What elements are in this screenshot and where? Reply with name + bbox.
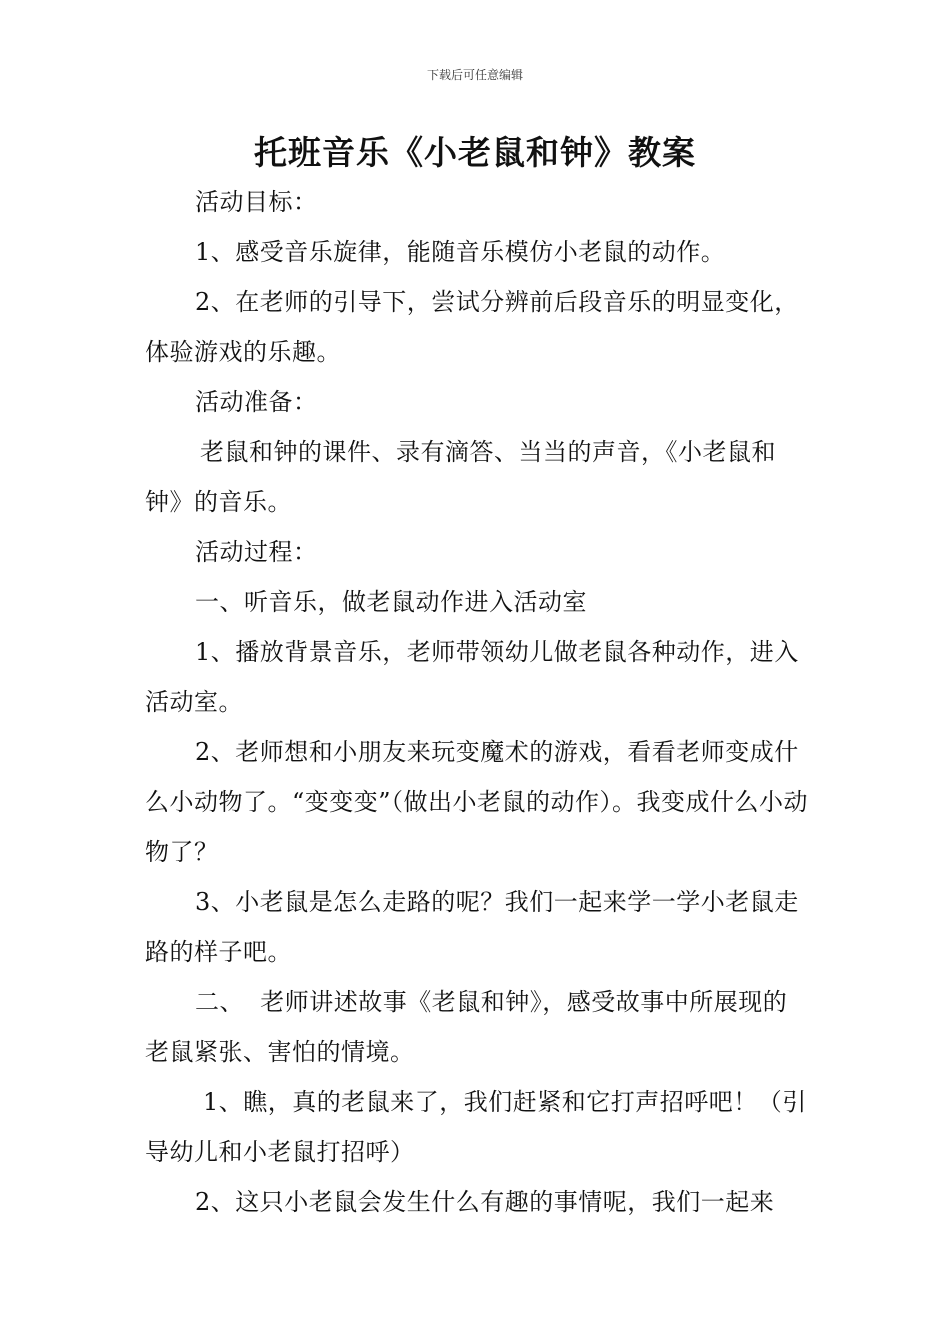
- paragraph-prep-heading: 活动准备：: [195, 388, 318, 416]
- paragraph-prep-content: 老鼠和钟的课件、录有滴答、当当的声音，《小老鼠和钟》的音乐。: [145, 438, 776, 516]
- document-title: 托班音乐《小老鼠和钟》教案: [254, 133, 696, 172]
- paragraph-goal-2: 2、在老师的引导下，尝试分辨前后段音乐的明显变化，体验游戏的乐趣。: [145, 288, 799, 366]
- paragraph-step-2-2: 2、这只小老鼠会发生什么有趣的事情呢，我们一起来: [195, 1188, 775, 1216]
- paragraph-goals-heading: 活动目标：: [195, 188, 318, 216]
- paragraph-goal-1: 1、感受音乐旋律，能随音乐模仿小老鼠的动作。: [195, 238, 726, 266]
- header-note: 下载后可任意编辑: [426, 68, 523, 82]
- paragraph-process-heading: 活动过程：: [195, 538, 318, 566]
- paragraph-section-2: 二、 老师讲述故事《老鼠和钟》，感受故事中所展现的老鼠紧张、害怕的情境。: [145, 988, 788, 1066]
- paragraph-step-1-3: 3、小老鼠是怎么走路的呢？我们一起来学一学小老鼠走路的样子吧。: [145, 888, 799, 966]
- paragraph-section-1: 一、听音乐，做老鼠动作进入活动室: [195, 588, 587, 616]
- paragraph-step-2-1: 1、瞧，真的老鼠来了，我们赶紧和它打声招呼吧！（引导幼儿和小老鼠打招呼）: [145, 1088, 807, 1166]
- paragraph-step-1-1: 1、播放背景音乐，老师带领幼儿做老鼠各种动作，进入活动室。: [145, 638, 799, 716]
- document-body: [145, 177, 810, 1227]
- paragraph-step-1-2: 2、老师想和小朋友来玩变魔术的游戏，看看老师变成什么小动物了。“变变变”（做出小老鼠的动作）。我变成什么小动物了？: [145, 738, 809, 866]
